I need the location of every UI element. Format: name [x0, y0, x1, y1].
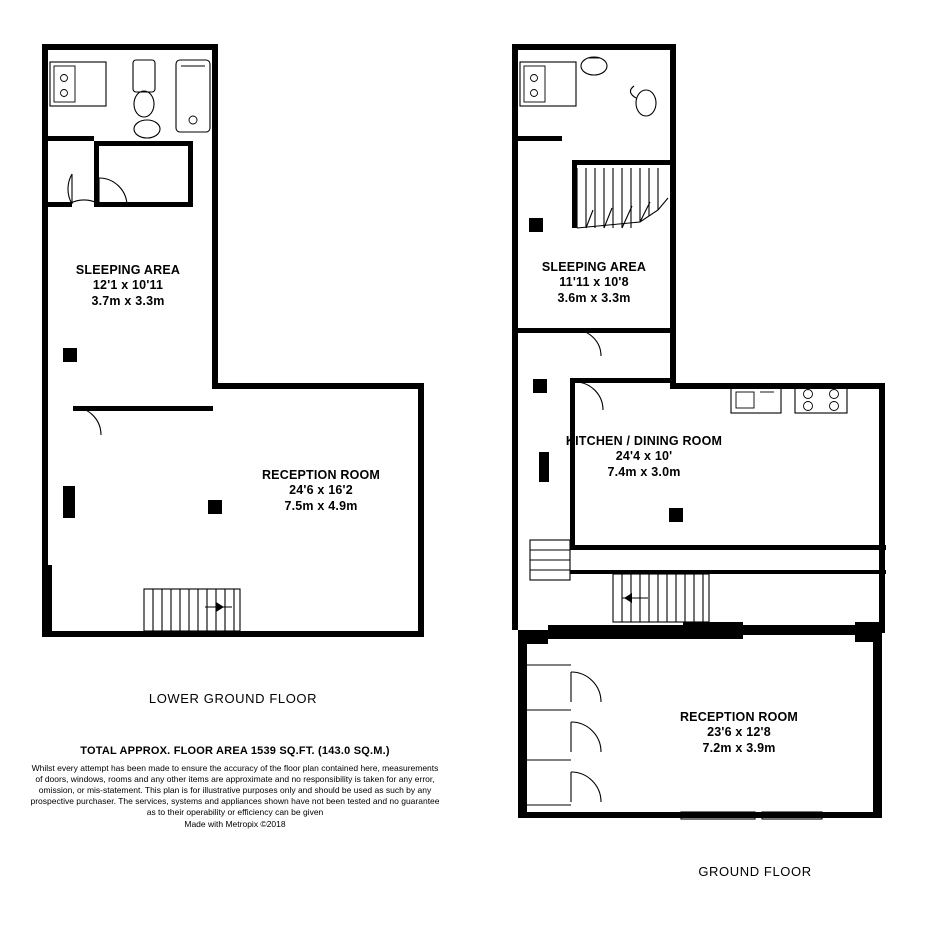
- block-gf-a: [529, 218, 543, 232]
- hob-burner-2-icon: [804, 402, 813, 411]
- wall-gf-hall-bottom: [570, 545, 886, 550]
- disclaimer-line-1: Whilst every attempt has been made to ensure the accuracy of the floor plan contained here, measurements: [31, 762, 439, 773]
- wall-gf-recep-top-mid: [683, 622, 743, 639]
- door-arc-recep-1: [571, 672, 601, 702]
- room-dims-metric: 3.6m x 3.3m: [557, 290, 631, 305]
- wall-gf-left-upper: [512, 44, 518, 630]
- room-dims-metric: 3.7m x 3.3m: [91, 293, 165, 308]
- basin-icon-gf: [581, 57, 607, 75]
- wall-gf-bath-bottom: [512, 136, 562, 141]
- room-dims-metric: 7.4m x 3.0m: [607, 464, 681, 479]
- wall-lgf-bottom: [42, 631, 424, 637]
- door-arc-kitchen: [575, 382, 603, 410]
- shower-head-icon-gf: [531, 90, 538, 97]
- wall-lgf-hall-vert: [94, 141, 99, 206]
- disclaimer-line-5: as to their operability or efficiency can be given: [146, 807, 324, 818]
- wall-gf-bottom: [518, 812, 879, 818]
- wall-lgf-top: [42, 44, 218, 50]
- bath-drain-icon: [189, 116, 197, 124]
- hob-icon: [795, 387, 847, 413]
- disclaimer-line-2: of doors, windows, rooms and any other items are approximate and no responsibility is taken for any error,: [35, 773, 435, 784]
- stair-direction-arrow: [216, 602, 224, 612]
- gf-kitchen-units: [731, 387, 847, 413]
- room-dims-imperial: 24'4 x 10': [615, 449, 673, 464]
- stair-outline-gf: [613, 574, 709, 622]
- wall-gf-recep-top-right: [743, 625, 861, 635]
- shower-panel-icon-gf: [524, 66, 545, 102]
- lgf-bathroom-fixtures: [50, 60, 210, 138]
- door-arc-sleeping-lower: [73, 407, 101, 435]
- block-lgf-c: [208, 500, 222, 514]
- room-label-kitchen-dining-room: [556, 434, 732, 480]
- room-dims-metric: 7.5m x 4.9m: [284, 498, 358, 513]
- room-label-reception-room-ground: [656, 710, 822, 756]
- door-arc-recep-3: [571, 772, 601, 802]
- landing-steps: [530, 540, 570, 580]
- sink-bowl-icon: [736, 392, 754, 408]
- bath-tub-icon: [176, 60, 210, 132]
- wall-lgf-hall-vert2: [188, 141, 193, 206]
- shower-tray-icon-gf: [520, 62, 576, 106]
- door-arc-recep-2: [571, 722, 601, 752]
- floor-title-ground: GROUND FLOOR: [698, 864, 812, 879]
- wall-gf-sleep-bottom: [512, 328, 674, 333]
- total-floor-area: TOTAL APPROX. FLOOR AREA 1539 SQ.FT. (143.0 SQ.M.): [80, 745, 390, 757]
- disclaimer-line-4: prospective purchaser. The services, systems and appliances shown have not been tested and no guarantee: [30, 796, 440, 807]
- basin-icon: [134, 120, 160, 138]
- wall-gf-recep-top-left: [548, 625, 688, 639]
- shower-drain-icon-gf: [531, 75, 538, 82]
- shower-tray-icon: [50, 62, 106, 106]
- shower-drain-icon: [61, 75, 68, 82]
- block-gf-b: [533, 379, 547, 393]
- sink-icon: [731, 387, 781, 413]
- room-label-sleeping-area-ground: [514, 260, 674, 306]
- room-name: SLEEPING AREA: [541, 260, 647, 274]
- wall-gf-left-lower: [518, 630, 527, 818]
- block-gf-c: [539, 452, 549, 482]
- wall-lgf-right-lower: [418, 383, 424, 637]
- gf-lower-staircase: [530, 540, 709, 622]
- room-name: KITCHEN / DINING ROOM: [565, 434, 723, 448]
- disclaimer-line-3: omission, or mis-statement. This plan is for illustrative purposes only and should be used as such by any: [38, 784, 432, 795]
- wc-pan-icon-gf: [636, 90, 656, 116]
- wall-lgf-left-thick: [42, 565, 52, 637]
- gf-bathroom-fixtures: [520, 57, 656, 116]
- room-name: SLEEPING AREA: [75, 263, 181, 277]
- room-dims-imperial: 23'6 x 12'8: [707, 725, 771, 740]
- wall-lgf-hall-bottom: [94, 202, 193, 207]
- block-lgf-a: [63, 348, 77, 362]
- wall-gf-stair-wall: [572, 160, 672, 165]
- room-name: RECEPTION ROOM: [261, 468, 381, 482]
- hob-burner-1-icon: [804, 390, 813, 399]
- hob-burner-4-icon: [830, 402, 839, 411]
- door-arc-sleeping-gf: [575, 330, 601, 356]
- gf-upper-staircase: [577, 168, 668, 228]
- wall-lgf-mid-horiz: [212, 383, 424, 389]
- wc-cistern-icon-gf: [630, 86, 636, 98]
- stair-outline: [144, 589, 240, 631]
- wall-gf-hall-bottom2: [570, 570, 886, 574]
- wall-lgf-bath-bottom: [42, 136, 94, 141]
- wall-gf-kitchen-top: [670, 383, 885, 389]
- metropix-credit: Made with Metropix ©2018: [184, 818, 286, 829]
- room-dims-imperial: 12'1 x 10'11: [92, 278, 164, 293]
- wall-lgf-step-left: [42, 202, 72, 207]
- room-dims-imperial: 11'11 x 10'8: [559, 275, 629, 290]
- door-arc-hall-1: [68, 174, 72, 204]
- room-name: RECEPTION ROOM: [679, 710, 799, 724]
- footer-disclaimer: [0, 744, 470, 830]
- room-label-reception-room-lower: [238, 468, 404, 514]
- stair-direction-arrow-gf: [624, 593, 632, 603]
- wall-gf-stair-vert: [572, 160, 577, 228]
- wall-gf-kitchen-top2: [570, 378, 674, 383]
- floor-title-lower-ground: LOWER GROUND FLOOR: [148, 691, 318, 706]
- block-gf-d: [669, 508, 683, 522]
- wall-gf-top: [512, 44, 676, 50]
- shower-head-icon: [61, 90, 68, 97]
- wall-lgf-hall-horiz: [94, 141, 193, 146]
- shower-panel-icon: [54, 66, 75, 102]
- wall-gf-recep-top-corner: [855, 622, 882, 642]
- block-lgf-b: [63, 486, 75, 518]
- wc-pan-icon: [134, 91, 154, 117]
- lgf-staircase: [144, 589, 240, 631]
- wall-lgf-sleep-bottom: [73, 406, 213, 411]
- gf-doors: [527, 330, 603, 805]
- room-label-sleeping-area-lower: [48, 263, 208, 309]
- hob-burner-3-icon: [830, 390, 839, 399]
- wall-lgf-right-upper: [212, 44, 218, 389]
- wall-gf-right-kitchen: [879, 383, 885, 633]
- room-dims-imperial: 24'6 x 16'2: [289, 483, 353, 498]
- room-dims-metric: 7.2m x 3.9m: [702, 740, 776, 755]
- wc-cistern-icon: [133, 60, 155, 92]
- wall-gf-right-lower: [873, 630, 882, 818]
